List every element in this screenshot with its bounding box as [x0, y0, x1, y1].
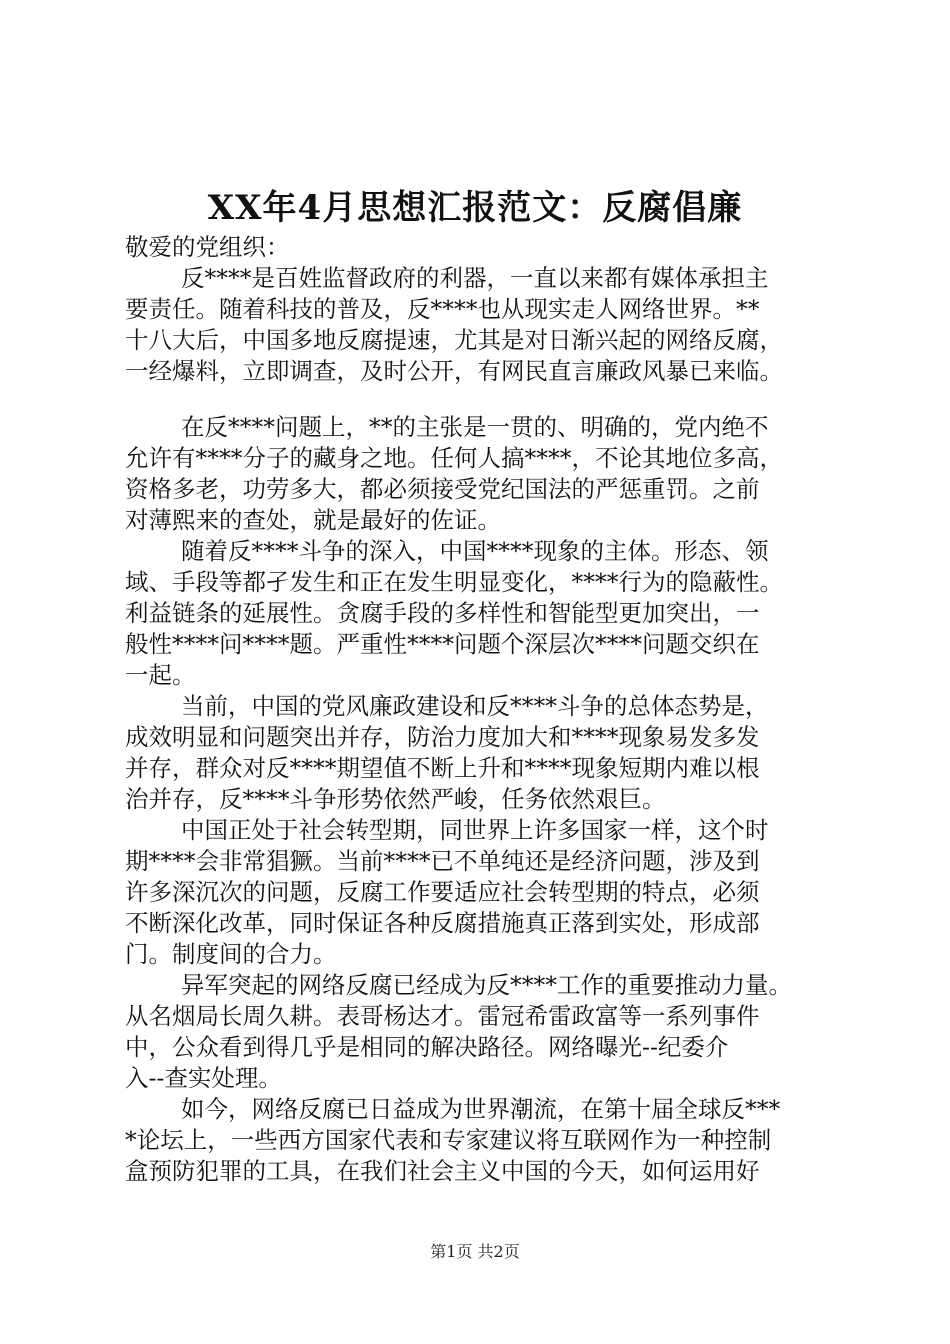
paragraph-line: 治并存，反****斗争形势依然严峻，任务依然艰巨。 — [125, 785, 666, 813]
paragraph-line: 对薄熙来的查处，就是最好的佐证。 — [125, 506, 501, 534]
paragraph-line: 并存，群众对反****期望值不断上升和****现象短期内难以根 — [125, 754, 760, 782]
document-body — [125, 232, 845, 1187]
page-number-footer: 第1页 共2页 — [430, 1242, 520, 1261]
paragraph-line: 利益链条的延展性。贪腐手段的多样性和智能型更加突出，一 — [125, 599, 760, 627]
salutation-line: 敬爱的党组织： — [125, 233, 290, 261]
paragraph-line: 门。制度间的合力。 — [125, 940, 337, 968]
paragraph-line: 一起。 — [125, 661, 196, 689]
paragraph-line: 当前，中国的党风廉政建设和反****斗争的总体态势是， — [181, 692, 769, 720]
paragraph-line: 要责任。随着科技的普及，反****也从现实走人网络世界。** — [125, 295, 760, 323]
paragraph-line: 中国正处于社会转型期，同世界上许多国家一样，这个时 — [181, 816, 769, 844]
paragraph-line: 成效明显和问题突出并存，防治力度加大和****现象易发多发 — [125, 723, 760, 751]
paragraph-line: 资格多老，功劳多大，都必须接受党纪国法的严惩重罚。之前 — [125, 475, 760, 503]
paragraph-line: 期****会非常猖獗。当前****已不单纯还是经济问题，涉及到 — [125, 847, 760, 875]
paragraph-line: *论坛上，一些西方国家代表和专家建议将互联网作为一种控制 — [125, 1126, 772, 1154]
paragraph-line: 一经爆料，立即调查，及时公开，有网民直言廉政风暴已来临。 — [125, 357, 783, 385]
paragraph-line: 中，公众看到得几乎是相同的解决路径。网络曝光--纪委介 — [125, 1033, 729, 1061]
paragraph-line: 如今，网络反腐已日益成为世界潮流，在第十届全球反*** — [181, 1095, 781, 1123]
paragraph-line: 在反****问题上，**的主张是一贯的、明确的，党内绝不 — [181, 413, 769, 441]
document-title: XX年4月思想汇报范文：反腐倡廉 — [207, 188, 743, 228]
paragraph-line: 般性****问****题。严重性****问题个深层次****问题交织在 — [125, 630, 760, 658]
paragraph-line: 从名烟局长周久耕。表哥杨达才。雷冠希雷政富等一系列事件 — [125, 1002, 760, 1030]
paragraph-line: 入--查实处理。 — [125, 1064, 282, 1092]
paragraph-line: 许多深沉次的问题，反腐工作要适应社会转型期的特点，必须 — [125, 878, 760, 906]
paragraph-line: 反****是百姓监督政府的利器，一直以来都有媒体承担主 — [181, 264, 769, 292]
paragraph-line: 不断深化改革，同时保证各种反腐措施真正落到实处，形成部 — [125, 909, 760, 937]
paragraph-line: 域、手段等都孑发生和正在发生明显变化，****行为的隐蔽性。 — [125, 568, 783, 596]
paragraph-line: 盒预防犯罪的工具，在我们社会主义中国的今天，如何运用好 — [125, 1157, 760, 1185]
paragraph-line: 随着反****斗争的深入，中国****现象的主体。形态、领 — [181, 537, 769, 565]
paragraph-line: 十八大后，中国多地反腐提速，尤其是对日渐兴起的网络反腐， — [125, 326, 783, 354]
paragraph-line: 允许有****分子的藏身之地。任何人搞****，不论其地位多高， — [125, 444, 783, 472]
paragraph-line: 异军突起的网络反腐已经成为反****工作的重要推动力量。 — [181, 971, 792, 999]
paragraph-gap — [125, 387, 845, 412]
